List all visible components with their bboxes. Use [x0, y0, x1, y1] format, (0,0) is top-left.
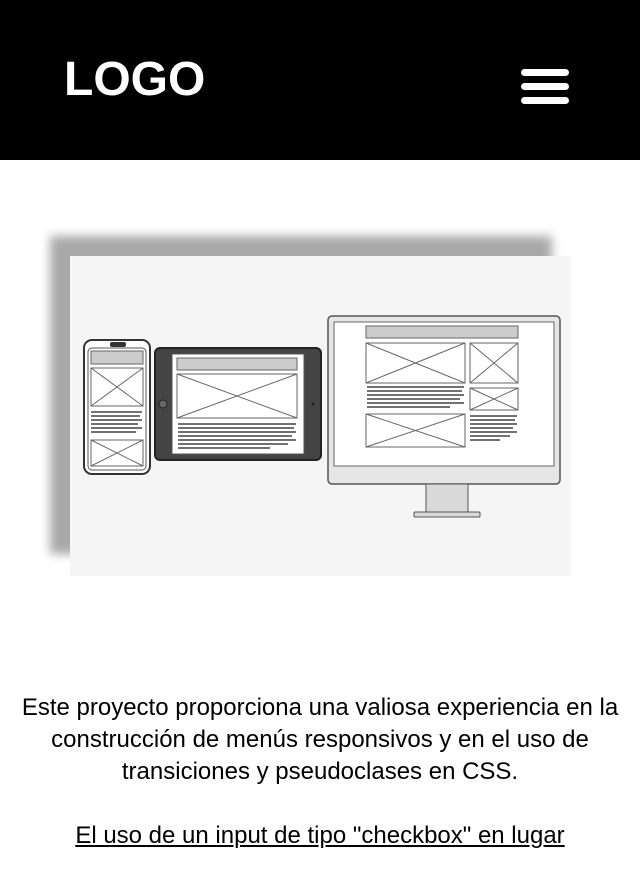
description-paragraph-2: El uso de un input de tipo "checkbox" en lugar — [75, 822, 565, 849]
desktop-monitor-icon — [328, 316, 560, 517]
hamburger-menu-icon-bar — [521, 83, 569, 90]
main-content — [20, 692, 620, 884]
description-paragraph: Este proyecto proporciona una valiosa experiencia en la construcción de menús responsivos y en el uso de transiciones y pseudoclases en CSS. — [21, 694, 619, 785]
responsive-devices-illustration — [70, 256, 571, 576]
hamburger-menu-icon-bar — [521, 69, 569, 76]
hamburger-menu-icon-bar — [521, 97, 569, 104]
tablet-icon — [155, 348, 321, 460]
phone-icon — [84, 340, 150, 474]
hero-image — [70, 256, 571, 576]
hamburger-menu-button[interactable] — [518, 66, 572, 108]
top-header — [0, 0, 640, 160]
logo[interactable]: LOGO — [64, 53, 206, 106]
